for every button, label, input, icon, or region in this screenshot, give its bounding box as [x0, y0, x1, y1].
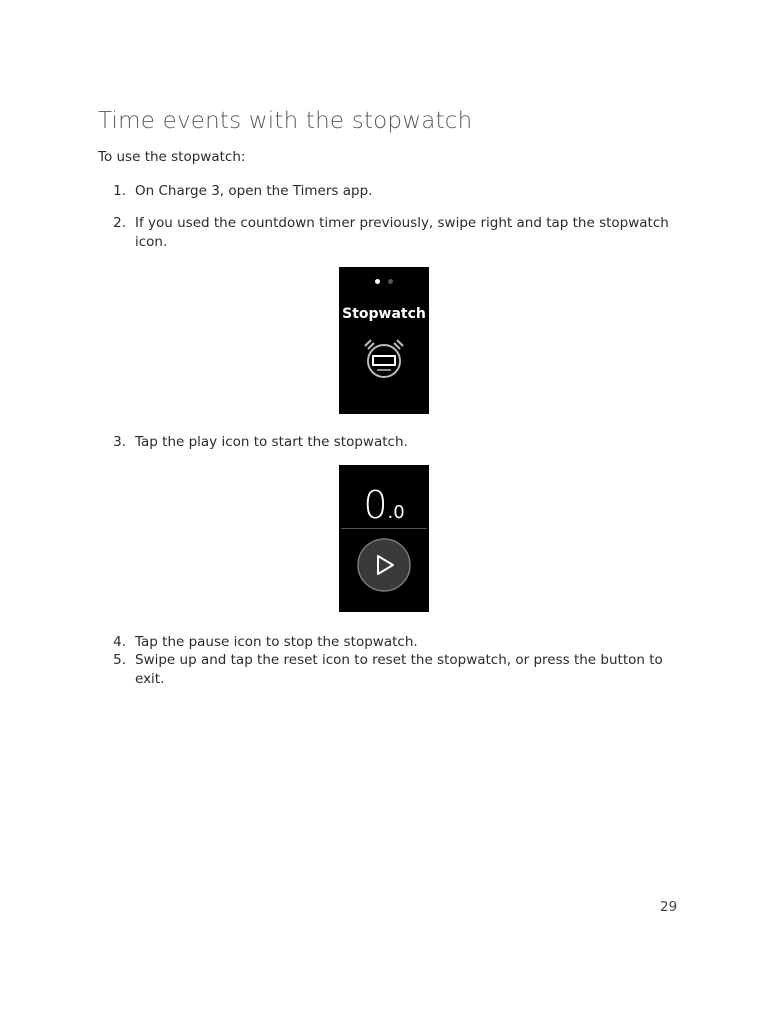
page-indicator — [339, 269, 429, 288]
step-text: Tap the pause icon to stop the stopwatch. — [135, 634, 418, 650]
list-item — [98, 182, 673, 201]
step-number: 2. — [113, 215, 126, 231]
stopwatch-label: Stopwatch — [342, 306, 426, 322]
divider — [341, 528, 427, 529]
step-number: 5. — [113, 652, 126, 668]
step-text: Swipe up and tap the reset icon to reset the stopwatch, or press the button to exit. — [135, 652, 663, 687]
list-item — [98, 633, 673, 652]
play-button — [357, 538, 411, 592]
time-fraction: .0 — [387, 502, 405, 523]
page-title: Time events with the stopwatch — [98, 108, 473, 134]
list-item — [98, 651, 673, 689]
step-number: 1. — [113, 183, 126, 199]
list-item — [98, 433, 673, 452]
page-dot — [388, 279, 393, 284]
time-main: 0 — [363, 483, 388, 527]
list-item — [98, 214, 673, 252]
intro-text: To use the stopwatch: — [98, 149, 246, 165]
stopwatch-icon — [362, 337, 406, 381]
step-number: 4. — [113, 634, 126, 650]
step-number: 3. — [113, 434, 126, 450]
step-text: Tap the play icon to start the stopwatch. — [135, 434, 408, 450]
device-screenshot-timer — [339, 465, 429, 612]
stopwatch-readout — [339, 483, 429, 527]
page-dot-active — [375, 279, 380, 284]
page-number: 29 — [660, 899, 678, 915]
step-text: On Charge 3, open the Timers app. — [135, 183, 373, 199]
step-text: If you used the countdown timer previously, swipe right and tap the stopwatch icon. — [135, 215, 669, 250]
device-screenshot-stopwatch — [339, 267, 429, 414]
